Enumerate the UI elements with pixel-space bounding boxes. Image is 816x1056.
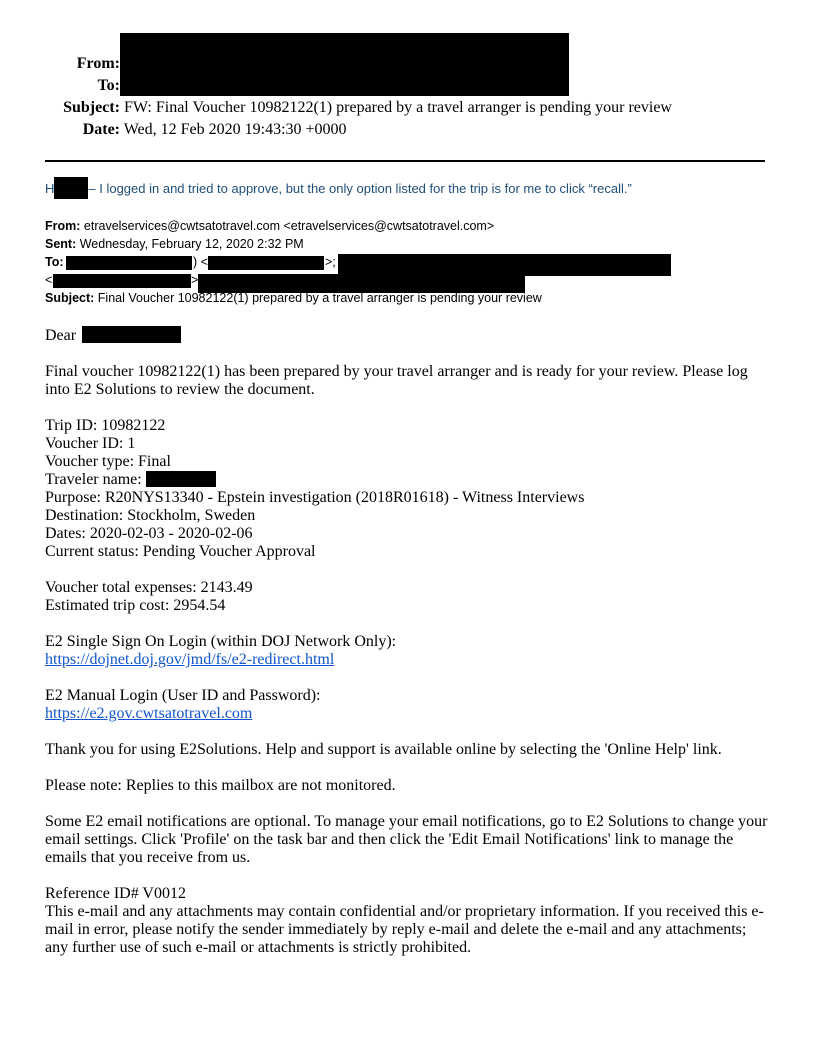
thanks-text: Thank you for using E2Solutions. Help and support is available online by selecting the 'Online Help' link.: [45, 741, 722, 758]
forwarded-sent-label: Sent:: [45, 237, 77, 251]
intro-text: Final voucher 10982122(1) has been prepared by your travel arranger and is ready for your review. Please log into E2 Solutions to review the document.: [45, 363, 748, 398]
intro-paragraph: [45, 363, 770, 399]
note-text: Please note: Replies to this mailbox are not monitored.: [45, 777, 396, 794]
redaction-block: [338, 254, 671, 276]
forwarded-from-row: [45, 217, 494, 235]
redaction-block: [208, 256, 324, 270]
reply-prefix: H: [45, 180, 55, 196]
header-divider: [45, 160, 765, 162]
header-subject-row: [45, 98, 672, 118]
reply-text: – I logged in and tried to approve, but the only option listed for the trip is for me to click “recall.”: [88, 180, 632, 196]
cost-details: [45, 579, 770, 615]
total-expenses: Voucher total expenses: 2143.49: [45, 579, 253, 596]
thanks-paragraph: [45, 741, 770, 759]
redaction-block: [82, 326, 181, 343]
forwarded-to-label: To:: [45, 255, 64, 269]
estimated-cost: Estimated trip cost: 2954.54: [45, 597, 226, 614]
reply-message: [45, 180, 632, 199]
sso-link[interactable]: https://dojnet.doj.gov/jmd/fs/e2-redirect.html: [45, 651, 335, 668]
forwarded-subject-row: [45, 289, 542, 307]
voucher-type: Voucher type: Final: [45, 453, 171, 470]
forwarded-sent-row: [45, 235, 304, 253]
to-label: To:: [97, 77, 120, 94]
angle-bracket: >: [191, 273, 199, 287]
note-paragraph: [45, 777, 770, 795]
traveler-name-row: [45, 471, 770, 489]
purpose: Purpose: R20NYS13340 - Epstein investigation (2018R01618) - Witness Interviews: [45, 489, 585, 506]
redaction-block: [120, 33, 569, 96]
forwarded-from-label: From:: [45, 219, 81, 233]
header-date-row: [45, 120, 347, 140]
redaction-block: [146, 471, 216, 487]
destination: Destination: Stockholm, Sweden: [45, 507, 256, 524]
trip-details: [45, 417, 770, 561]
subject-text: FW: Final Voucher 10982122(1) prepared by a travel arranger is pending your review: [124, 99, 672, 116]
reference-id: Reference ID# V0012: [45, 885, 186, 902]
sso-block: [45, 633, 770, 669]
traveler-label: Traveler name:: [45, 471, 142, 488]
forwarded-to-row: [45, 253, 64, 271]
greeting-text: Dear: [45, 327, 77, 344]
date-text: Wed, 12 Feb 2020 19:43:30 +0000: [123, 121, 347, 138]
manual-login-block: [45, 687, 770, 723]
forwarded-subject-label: Subject:: [45, 291, 95, 305]
trip-id: Trip ID: 10982122: [45, 417, 166, 434]
header-to-row: [45, 76, 120, 96]
redaction-block: [54, 177, 88, 199]
manual-label: E2 Manual Login (User ID and Password):: [45, 687, 321, 704]
header-from-row: [45, 54, 120, 74]
optional-paragraph: [45, 813, 770, 867]
forwarded-from-text: etravelservices@cwtsatotravel.com <etravelservices@cwtsatotravel.com>: [83, 219, 495, 233]
redaction-block: [53, 274, 191, 288]
dates: Dates: 2020-02-03 - 2020-02-06: [45, 525, 253, 542]
greeting-line: [45, 327, 770, 345]
voucher-id: Voucher ID: 1: [45, 435, 136, 452]
angle-bracket: ) <: [193, 255, 208, 269]
redaction-block: [66, 256, 192, 270]
subject-label: Subject:: [63, 99, 120, 116]
reference-block: [45, 885, 770, 957]
current-status: Current status: Pending Voucher Approval: [45, 543, 316, 560]
manual-login-link[interactable]: https://e2.gov.cwtsatotravel.com: [45, 705, 253, 722]
optional-text: Some E2 email notifications are optional. To manage your email notifications, go to E2 Solutions to change your email settings. Click 'Profile' on the task bar and then click the 'Edit Email Notifications' link to manage the emails that you receive from us.: [45, 813, 768, 866]
sso-label: E2 Single Sign On Login (within DOJ Network Only):: [45, 633, 397, 650]
forwarded-subject-text: Final Voucher 10982122(1) prepared by a travel arranger is pending your review: [97, 291, 542, 305]
forwarded-sent-text: Wednesday, February 12, 2020 2:32 PM: [79, 237, 304, 251]
angle-bracket: >;: [325, 255, 336, 269]
angle-bracket: <: [45, 273, 53, 287]
disclaimer-text: This e-mail and any attachments may contain confidential and/or proprietary information. If you received this e-mail in error, please notify the sender immediately by reply e-mail and delete the e-mail and any attachments; any further use of such e-mail or attachments is strictly prohibited.: [45, 903, 764, 956]
date-label: Date:: [82, 121, 120, 138]
from-label: From:: [76, 55, 120, 72]
